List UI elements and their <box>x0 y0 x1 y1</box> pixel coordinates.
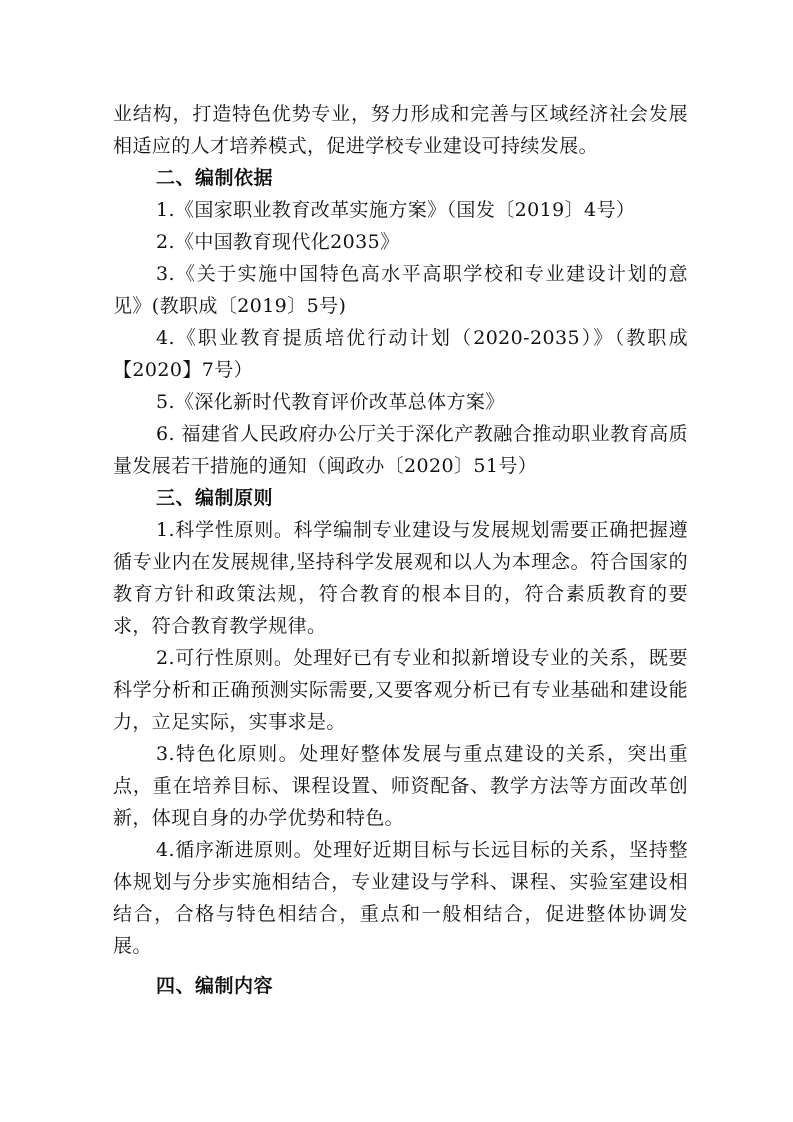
principle-item-4: 4.循序渐进原则。处理好近期目标与长远目标的关系，坚持整体规划与分步实施相结合，专业建设与学科、课程、实验室建设相结合，合格与特色相结合，重点和一般相结合，促进整体协调发展。 <box>113 839 688 957</box>
basis-item-3: 3.《关于实施中国特色高水平高职学校和专业建设计划的意见》(教职成〔2019〕5号) <box>113 263 688 317</box>
basis-item-4: 4.《职业教育提质培优行动计划（2020-2035）》（教职成【2020】7号） <box>113 327 688 381</box>
intro-paragraph: 业结构，打造特色优势专业，努力形成和完善与区域经济社会发展相适应的人才培养模式，促进学校专业建设可持续发展。 <box>113 103 688 157</box>
principle-item-2: 2.可行性原则。处理好已有专业和拟新增设专业的关系，既要科学分析和正确预测实际需要,又要客观分析已有专业基础和建设能力，立足实际，实事求是。 <box>113 647 688 733</box>
basis-item-2: 2.《中国教育现代化2035》 <box>156 231 400 253</box>
basis-item-1: 1.《国家职业教育改革实施方案》（国发〔2019〕4号） <box>156 199 636 221</box>
basis-item-5: 5.《深化新时代教育评价改革总体方案》 <box>156 391 505 413</box>
section-heading-content: 四、编制内容 <box>156 975 274 997</box>
page-content <box>113 98 688 1002</box>
basis-item-6: 6. 福建省人民政府办公厅关于深化产教融合推动职业教育高质量发展若干措施的通知（闽政办〔2020〕51号） <box>113 423 688 477</box>
section-heading-basis: 二、编制依据 <box>156 167 274 189</box>
section-heading-principles: 三、编制原则 <box>156 487 274 509</box>
principle-item-1: 1.科学性原则。科学编制专业建设与发展规划需要正确把握遵循专业内在发展规律,坚持科学发展观和以人为本理念。符合国家的教育方针和政策法规，符合教育的根本目的，符合素质教育的要求，符合教育教学规律。 <box>113 519 688 637</box>
principle-item-3: 3.特色化原则。处理好整体发展与重点建设的关系，突出重点，重在培养目标、课程设置、师资配备、教学方法等方面改革创新，体现自身的办学优势和特色。 <box>113 743 688 829</box>
